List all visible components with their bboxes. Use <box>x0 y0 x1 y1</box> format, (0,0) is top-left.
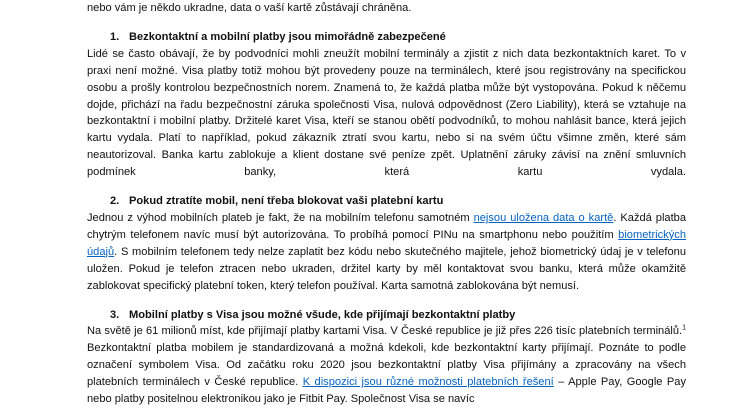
section-3-body-text-3: – Apple Pay, Google Pay nebo platby positelnou elektronikou jako je Fitbit Pay. Společnost Visa se navíc <box>87 376 687 406</box>
section-3-body-text-1: Na světě je 61 milionů míst, kde přijímají platby kartami Visa. V České republice je již přes 226 tisíc platebních terminálů. <box>87 325 683 338</box>
footnote-marker[interactable]: 1 <box>682 324 686 332</box>
section-1 <box>87 29 686 181</box>
intro-tail-paragraph: nebo vám je někdo ukradne, data o vaší kartě zůstávají chráněna. <box>87 2 412 14</box>
document-page <box>87 0 686 408</box>
section-2-body-text-2: . Každá platba chytrým telefonem navíc musí být autorizována. To probíhá pomocí PINu na smartphonu nebo použitím <box>87 211 687 241</box>
section-2 <box>87 193 686 294</box>
section-3-heading <box>110 307 686 324</box>
section-2-body <box>87 210 686 295</box>
section-2-body-text-1: Jednou z výhod mobilních plateb je fakt, že na mobilním telefonu samotném <box>87 211 474 224</box>
section-2-body-text-3: . S mobilním telefonem tedy nelze zaplatit bez kódu nebo skutečného majitele, jehož biometrický údaj je v telefonu uložen. Pokud je telefon ztracen nebo ukraden, držitel karty by měl kontaktovat svou banku, která může okamžitě zablokovat specifický platební token, který telefon používal. Karta samotná zablokována být nemusí. <box>87 245 686 292</box>
section-3-body-text-2: Bezkontaktní platba mobilem je standardizovaná a možná kdekoli, kde bezkontaktní karty přijímají. Poznáte to podle označení symbolem Visa. Od začátku roku 2020 jsou bezkontaktní platby Visa přijímány a zpracovány na všech platebních terminálech v České republice. <box>87 342 686 389</box>
section-1-title: Bezkontaktní a mobilní platby jsou mimořádně zabezpečené <box>129 30 446 43</box>
section-2-heading <box>110 193 686 210</box>
section-1-heading <box>110 29 686 46</box>
section-1-body: Lidé se často obávají, že by podvodníci mohli zneužít mobilní terminály a zjistit z nich data bezkontaktních karet. To v praxi není možné. Visa platby totiž mohou být provedeny pouze na terminálech, které jsou registrovány na specifickou osobu a prošly kontrolou bezpečnostních norem. Znamená to, že každá platba může být vystopována. Pokud k něčemu dojde, přichází na řadu bezpečnostní záruka společnosti Visa, nulová odpovědnost (Zero Liability), která se vztahuje na bezkontaktní i mobilní platby. Držitelé karet Visa, kteří se stanou obětí podvodníků, to mohou nahlásit bance, která jejich kartu vydala. Platí to například, pokud zákazník ztratí svou kartu, nebo si na svém účtu všimne změn, které sám neautorizoval. Banka kartu zablokuje a klient dostane své peníze zpět. Uplatnění záruky závisí na znění smluvních podmínek banky, která kartu vydala. <box>87 47 686 179</box>
section-2-title: Pokud ztratíte mobil, není třeba blokovat vaši platební kartu <box>129 195 444 208</box>
section-3 <box>87 307 686 408</box>
section-3-body <box>87 323 686 408</box>
card-data-not-stored-link[interactable]: nejsou uložena data o kartě <box>473 211 614 224</box>
payment-solutions-link[interactable]: K dispozici jsou různé možnosti platebních řešení <box>302 376 554 389</box>
biometric-data-link[interactable]: biometrických údajů <box>87 228 686 258</box>
section-3-number: 3. <box>110 308 120 321</box>
section-3-title: Mobilní platby s Visa jsou možné všude, kde přijímají bezkontaktní platby <box>129 308 516 321</box>
section-2-number: 2. <box>110 195 120 208</box>
section-1-number: 1. <box>110 30 120 43</box>
